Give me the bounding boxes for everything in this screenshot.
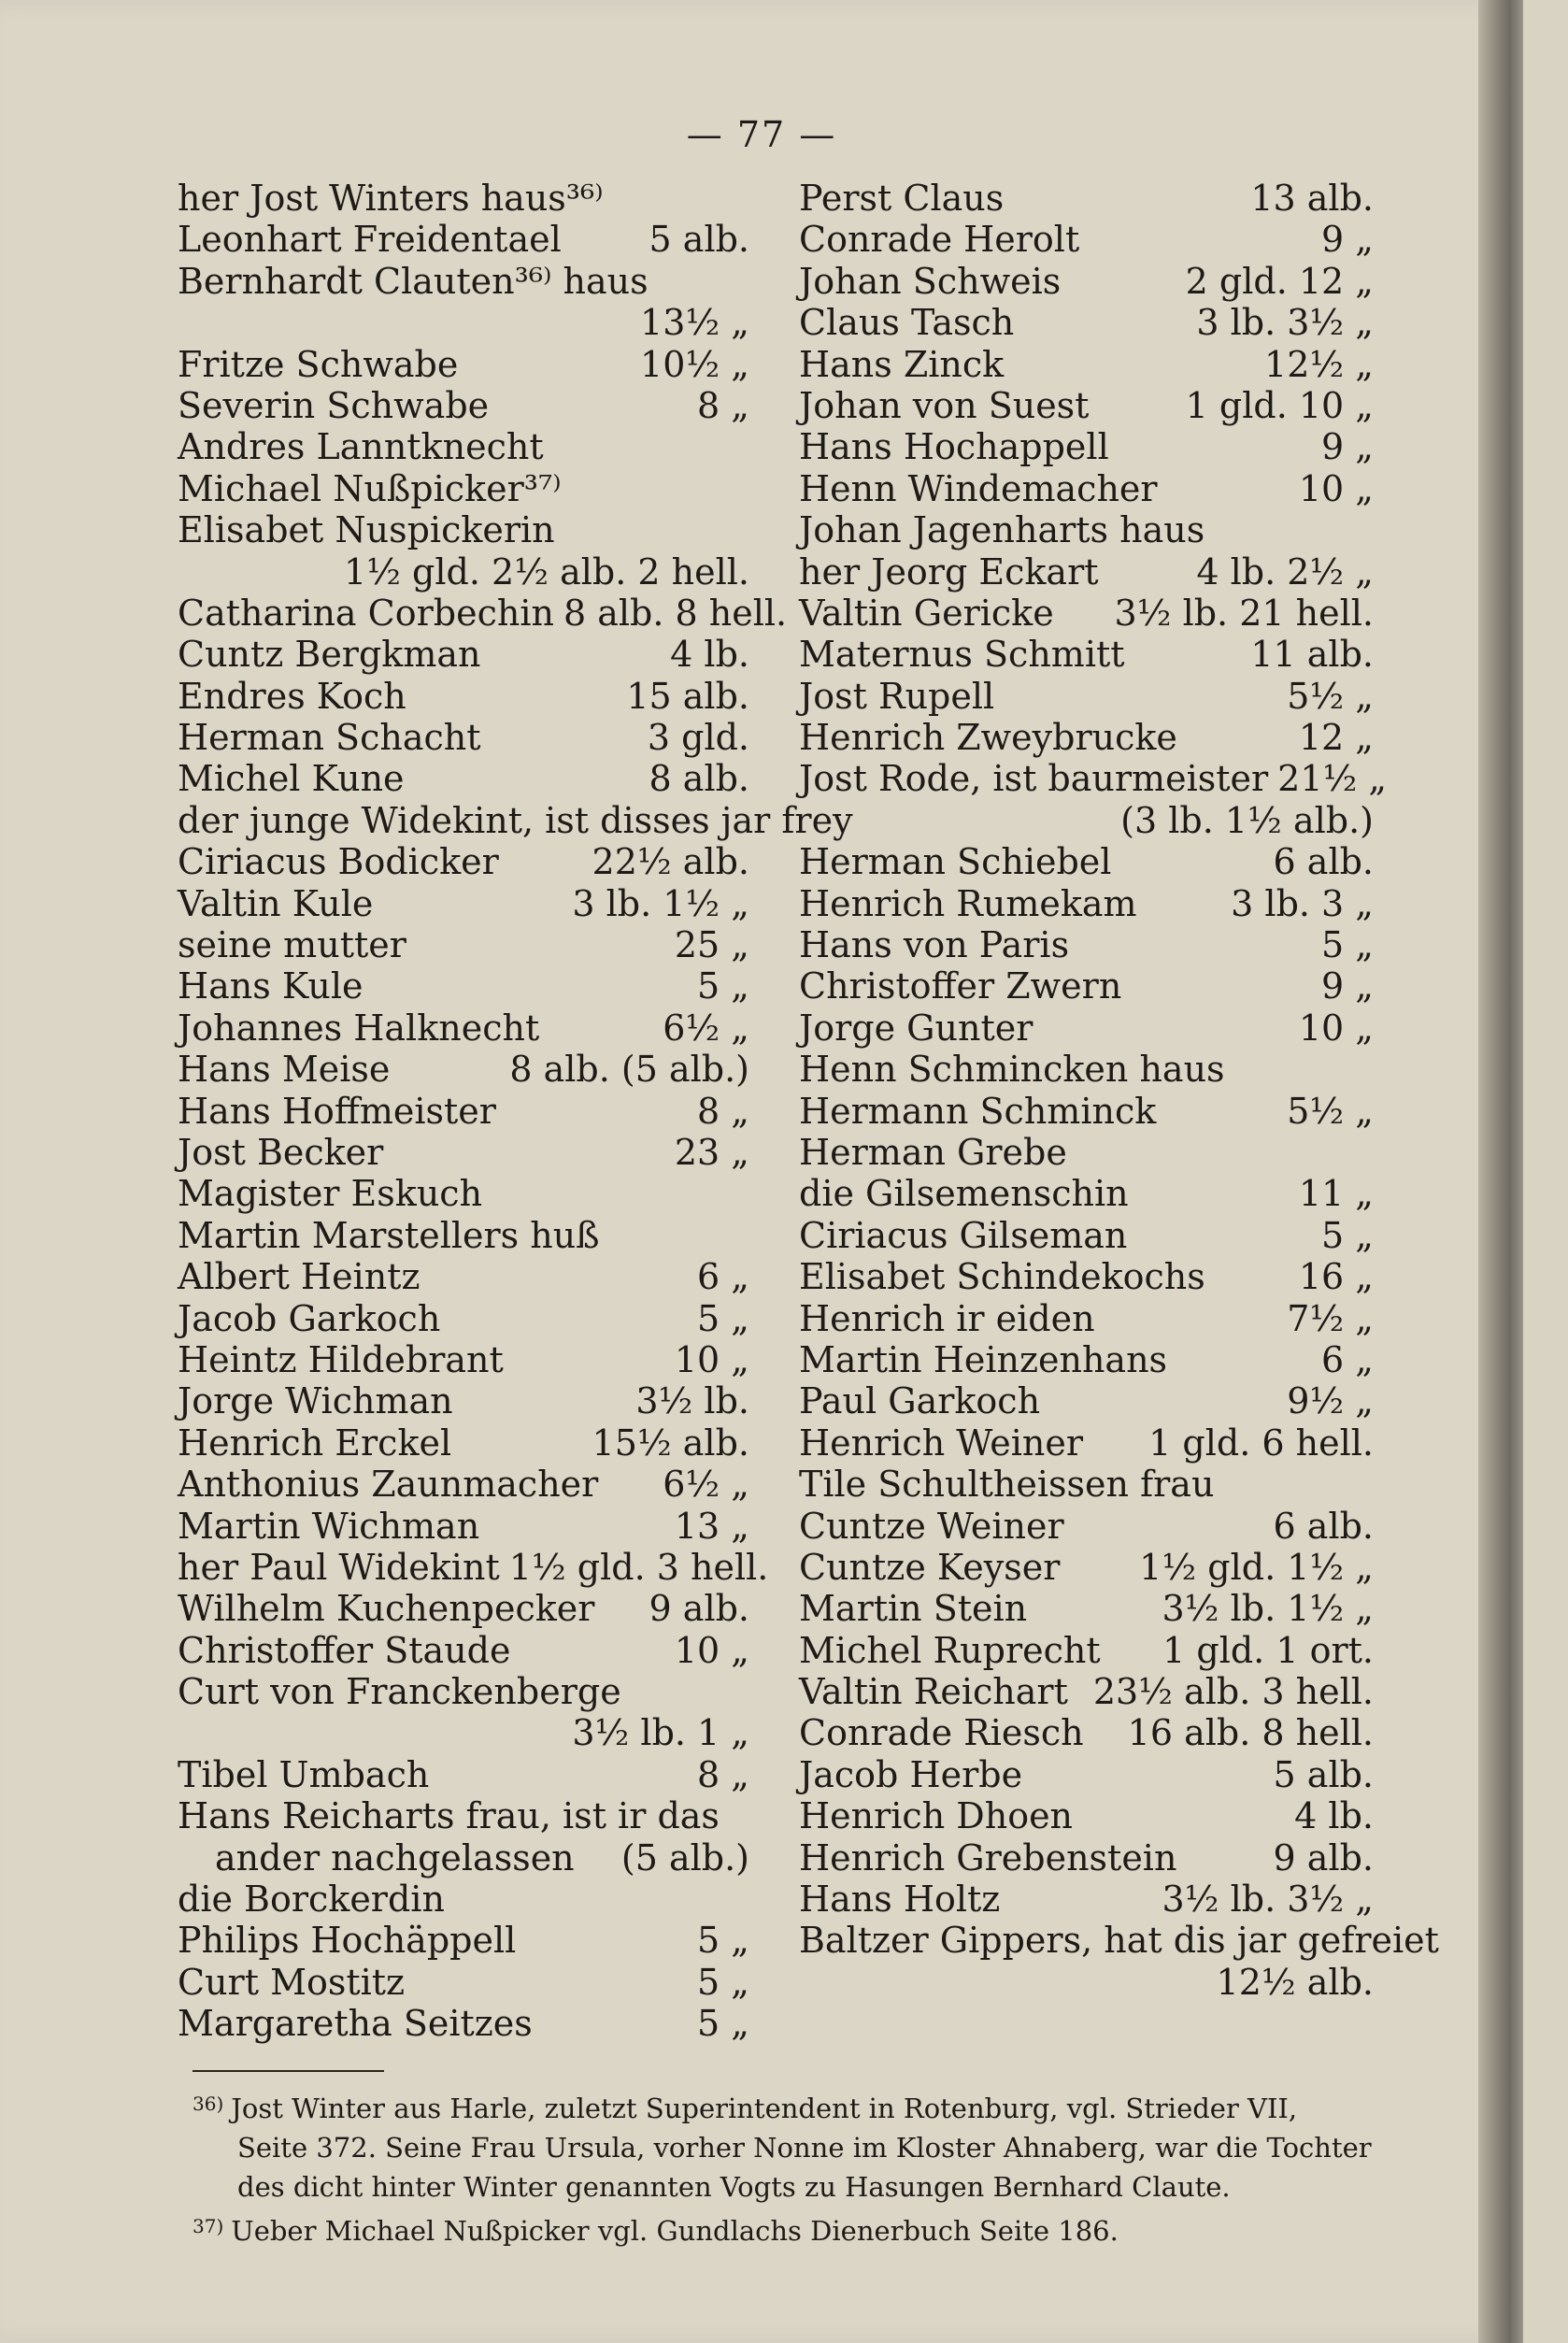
entry-name: Severin Schwabe — [178, 384, 490, 426]
entry-name: Andres Lanntknecht — [178, 426, 544, 468]
entry-name: Jorge Wichman — [178, 1380, 453, 1422]
entry-name: Hermann Schminck — [799, 1090, 1157, 1132]
entry-name: ander nachgelassen — [215, 1836, 575, 1879]
register-entry — [799, 1671, 1374, 1712]
register-entry — [178, 1380, 749, 1422]
entry-name: Conrade Riesch — [799, 1712, 1084, 1754]
register-entry — [799, 1091, 1374, 1132]
register-entry — [178, 551, 749, 593]
register-entry — [799, 1712, 1374, 1753]
entry-name: Ciriacus Bodicker — [178, 841, 499, 883]
entry-name: Jacob Herbe — [799, 1753, 1023, 1795]
register-entry — [178, 1091, 749, 1132]
entry-amount: 9 „ — [1321, 965, 1374, 1007]
entry-amount: 5½ „ — [1287, 675, 1374, 717]
register-entry — [799, 924, 1374, 965]
register-entry — [178, 1422, 749, 1464]
register-entry — [178, 1546, 769, 1588]
register-entry — [799, 758, 1388, 800]
entry-name: Magister Eskuch — [178, 1173, 483, 1215]
register-entry — [799, 676, 1374, 717]
entry-amount: 3½ lb. 1 „ — [572, 1712, 749, 1754]
entry-name: Henrich Erckel — [178, 1422, 452, 1464]
entry-amount: 10 „ — [674, 1338, 749, 1380]
register-entry — [799, 1339, 1374, 1380]
register-entry — [799, 1754, 1374, 1795]
entry-name: Cuntze Keyser — [799, 1546, 1061, 1588]
entry-amount: 12½ alb. — [1216, 1961, 1374, 2003]
register-entry — [178, 676, 749, 717]
left-column — [178, 178, 853, 2045]
entry-amount: 3½ lb. 3½ „ — [1162, 1879, 1374, 1921]
entry-name: Henrich Dhoen — [799, 1795, 1074, 1837]
register-entry — [178, 1298, 749, 1339]
register-entry — [799, 509, 1374, 550]
register-entry — [178, 261, 749, 302]
register-entry — [178, 344, 749, 385]
entry-amount: 11 alb. — [1250, 634, 1374, 676]
register-entry — [178, 1754, 749, 1795]
entry-amount: 15½ alb. — [592, 1422, 749, 1464]
register-entry — [799, 593, 1374, 634]
entry-name: Johannes Halknecht — [178, 1007, 540, 1049]
entry-amount: 9 „ — [1321, 426, 1374, 468]
entry-amount: 6 „ — [1321, 1338, 1374, 1380]
entry-name: Cuntze Weiner — [799, 1505, 1064, 1547]
entry-amount: 10 „ — [674, 1629, 749, 1671]
entry-amount: 1½ gld. 1½ „ — [1139, 1546, 1374, 1588]
entry-amount: 8 „ — [697, 1090, 749, 1132]
entry-amount: 4 lb. 2½ „ — [1196, 550, 1374, 593]
page-number: — 77 — — [686, 114, 837, 155]
entry-name: Elisabet Nuspickerin — [178, 509, 555, 551]
entry-amount: 10 „ — [1298, 1007, 1374, 1049]
entry-amount: 5 „ — [1321, 924, 1374, 966]
register-entry — [178, 178, 749, 219]
entry-amount: 25 „ — [674, 924, 749, 966]
right-column — [799, 178, 1439, 2003]
entry-name: Jorge Gunter — [799, 1007, 1033, 1049]
entry-name: Hans Hoffmeister — [178, 1090, 496, 1132]
entry-name: Henrich Zweybrucke — [799, 717, 1177, 759]
entry-name: Ciriacus Gilseman — [799, 1214, 1128, 1256]
entry-name: Curt Mostitz — [178, 1961, 406, 2003]
register-entry — [178, 1256, 749, 1297]
entry-amount: 3 lb. 3 „ — [1231, 882, 1374, 924]
entry-amount: 9 alb. — [1273, 1836, 1374, 1879]
entry-name: Elisabet Schindekochs — [799, 1256, 1205, 1298]
entry-amount: 12½ „ — [1264, 343, 1374, 385]
entry-name: Leonhart Freidentael — [178, 219, 562, 261]
register-entry — [178, 385, 749, 426]
register-entry — [178, 1630, 749, 1671]
book-page-edge — [1478, 0, 1523, 2343]
register-entry — [178, 965, 749, 1007]
entry-name: Herman Grebe — [799, 1131, 1067, 1173]
entry-name: Hans Meise — [178, 1049, 391, 1091]
entry-name: Anthonius Zaunmacher — [178, 1464, 599, 1506]
register-entry — [178, 1795, 749, 1836]
register-entry — [799, 1173, 1374, 1214]
entry-name: Baltzer Gippers, hat dis jar gefreiet — [799, 1920, 1439, 1962]
entry-amount: 6½ „ — [663, 1464, 749, 1506]
register-entry — [178, 634, 749, 675]
register-entry — [799, 1920, 1439, 1962]
register-entry — [799, 1007, 1374, 1049]
register-entry — [799, 1464, 1374, 1505]
entry-amount: 6 alb. — [1273, 1505, 1374, 1547]
entry-amount: 7½ „ — [1287, 1297, 1374, 1339]
entry-name: Claus Tasch — [799, 302, 1015, 344]
entry-amount: 8 alb. 8 hell. — [563, 592, 788, 634]
entry-amount: 23 „ — [674, 1131, 749, 1173]
register-entry — [178, 1712, 749, 1753]
entry-name: Bernhardt Clauten³⁶⁾ haus — [178, 260, 649, 302]
register-entry — [178, 758, 749, 799]
register-entry — [178, 509, 749, 550]
entry-amount: 10½ „ — [640, 343, 749, 385]
entry-name: Hans Kule — [178, 965, 363, 1007]
register-entry — [799, 385, 1374, 426]
register-entry — [178, 1007, 749, 1049]
entry-name: Conrade Herolt — [799, 219, 1080, 261]
footnote-mark: 37) — [192, 2215, 224, 2237]
register-entry — [799, 1879, 1374, 1920]
register-entry — [178, 1506, 749, 1547]
entry-name: der junge Widekint, ist disses jar frey — [178, 799, 853, 841]
register-entry — [178, 2003, 749, 2044]
entry-amount: 8 „ — [697, 1753, 749, 1795]
register-entry — [799, 302, 1374, 343]
entry-amount: 6 „ — [697, 1256, 749, 1298]
register-entry — [178, 799, 853, 841]
entry-amount: 8 alb. (5 alb.) — [509, 1049, 749, 1091]
entry-name: Valtin Reichart — [799, 1671, 1068, 1713]
entry-amount: 9½ „ — [1287, 1380, 1374, 1422]
register-entry — [178, 592, 788, 634]
register-entry — [799, 1962, 1374, 2003]
register-entry — [799, 1630, 1374, 1671]
entry-name: her Jeorg Eckart — [799, 550, 1099, 593]
entry-amount: 5 „ — [697, 1297, 749, 1339]
register-entry — [178, 302, 749, 343]
register-entry — [799, 1132, 1374, 1173]
register-entry — [799, 1837, 1374, 1879]
register-entry — [178, 219, 749, 260]
entry-name: Hans von Paris — [799, 924, 1070, 966]
entry-name: Johan Schweis — [799, 260, 1062, 302]
entry-amount: 11 „ — [1298, 1173, 1374, 1215]
entry-amount: 16 „ — [1298, 1256, 1374, 1298]
entry-amount: 9 „ — [1321, 219, 1374, 261]
entry-name: Henrich Grebenstein — [799, 1836, 1177, 1879]
register-entry — [799, 344, 1374, 385]
entry-name: Jost Becker — [178, 1131, 384, 1173]
entry-amount: 8 alb. — [649, 758, 749, 800]
entry-amount: 6½ „ — [663, 1007, 749, 1049]
entry-name: Martin Stein — [799, 1588, 1028, 1630]
entry-amount: 5½ „ — [1287, 1090, 1374, 1132]
entry-name: Endres Koch — [178, 675, 406, 717]
register-entry — [799, 178, 1374, 219]
register-entry — [178, 1588, 749, 1629]
entry-amount: 13 „ — [674, 1505, 749, 1547]
entry-amount: 6 alb. — [1273, 841, 1374, 883]
register-entry — [178, 1671, 749, 1712]
entry-amount: 5 „ — [697, 1920, 749, 1962]
entry-amount: (5 alb.) — [620, 1836, 749, 1879]
register-entry — [178, 1049, 749, 1090]
entry-amount: 5 „ — [697, 965, 749, 1007]
entry-name: seine mutter — [178, 924, 406, 966]
entry-name: Fritze Schwabe — [178, 343, 459, 385]
entry-amount: 5 „ — [1321, 1214, 1374, 1256]
entry-name: Hans Zinck — [799, 343, 1005, 385]
entry-name: Michel Kune — [178, 758, 405, 800]
register-entry — [178, 924, 749, 965]
register-entry — [178, 883, 749, 924]
entry-name: her Paul Widekint — [178, 1546, 500, 1588]
footnote-36 — [192, 2084, 1379, 2207]
entry-amount: 16 alb. 8 hell. — [1127, 1712, 1374, 1754]
register-entry — [799, 717, 1374, 758]
entry-name: Heintz Hildebrant — [178, 1338, 504, 1380]
entry-name: Curt von Franckenberge — [178, 1671, 621, 1713]
register-entry — [178, 468, 749, 509]
register-entry — [799, 219, 1374, 260]
register-entry — [799, 883, 1374, 924]
entry-amount: (3 lb. 1½ alb.) — [1120, 799, 1374, 841]
register-entry — [799, 800, 1374, 841]
entry-name: Michel Ruprecht — [799, 1629, 1101, 1671]
entry-name: Johan Jagenharts haus — [799, 509, 1205, 551]
register-entry — [799, 1256, 1374, 1297]
register-entry — [799, 1049, 1374, 1090]
entry-amount: 5 alb. — [649, 219, 749, 261]
entry-amount: 22½ alb. — [592, 841, 749, 883]
register-entry — [799, 261, 1374, 302]
entry-amount: 13 alb. — [1250, 178, 1374, 219]
entry-name: Hans Holtz — [799, 1879, 1001, 1921]
register-entry — [799, 1547, 1374, 1588]
entry-amount: 4 lb. — [670, 634, 749, 676]
register-entry — [799, 1506, 1374, 1547]
register-entry — [178, 1173, 749, 1214]
footnote-rule — [192, 2070, 384, 2072]
entry-amount: 4 lb. — [1294, 1795, 1374, 1837]
entry-name: die Borckerdin — [178, 1879, 445, 1921]
entry-amount: 3 lb. 1½ „ — [572, 882, 749, 924]
entry-name: Christoffer Zwern — [799, 965, 1122, 1007]
entry-name: Henrich Weiner — [799, 1422, 1083, 1464]
footnote-line: Seite 372. Seine Frau Ursula, vorher Nonne im Kloster Ahnaberg, war die Tochter — [237, 2132, 1372, 2164]
register-entry — [178, 426, 749, 467]
register-entry — [799, 1795, 1374, 1836]
entry-amount: 23½ alb. 3 hell. — [1092, 1671, 1374, 1713]
entry-name: Jacob Garkoch — [178, 1297, 441, 1339]
entry-name: die Gilsemenschin — [799, 1173, 1129, 1215]
entry-name: her Jost Winters haus³⁶⁾ — [178, 178, 604, 219]
entry-name: Henn Schmincken haus — [799, 1049, 1225, 1091]
entry-name: Catharina Corbechin — [178, 592, 554, 634]
entry-name: Tile Schultheissen frau — [799, 1464, 1215, 1506]
register-entry — [799, 841, 1374, 882]
entry-name: Albert Heintz — [178, 1256, 421, 1298]
footnote-line: des dicht hinter Winter genannten Vogts zu Hasungen Bernhard Claute. — [237, 2171, 1231, 2203]
register-entry — [799, 1380, 1374, 1422]
entry-name: Philips Hochäppell — [178, 1920, 517, 1962]
register-entry — [799, 468, 1374, 509]
entry-amount: 5 „ — [697, 1961, 749, 2003]
register-entry — [178, 1962, 749, 2003]
entry-name: Jost Rupell — [799, 675, 995, 717]
register-entry — [799, 551, 1374, 593]
entry-amount: 1 gld. 1 ort. — [1162, 1629, 1374, 1671]
entry-name: Paul Garkoch — [799, 1380, 1041, 1422]
entry-amount: 3½ lb. — [635, 1380, 749, 1422]
footnote-line: Jost Winter aus Harle, zuletzt Superintendent in Rotenburg, vgl. Strieder VII, — [231, 2093, 1298, 2124]
entry-amount: 1½ gld. 3 hell. — [508, 1546, 769, 1588]
register-entry — [799, 1588, 1374, 1629]
entry-name: Tibel Umbach — [178, 1753, 430, 1795]
entry-name: Herman Schiebel — [799, 841, 1112, 883]
entry-name: Wilhelm Kuchenpecker — [178, 1588, 595, 1630]
footnote-37 — [192, 2207, 1379, 2250]
entry-amount: 1 gld. 10 „ — [1185, 384, 1374, 426]
entry-name: Hans Reicharts frau, ist ir das — [178, 1795, 720, 1837]
register-entry — [178, 1132, 749, 1173]
entry-name: Johan von Suest — [799, 384, 1090, 426]
entry-name: Henrich Rumekam — [799, 882, 1137, 924]
footnote-mark: 36) — [192, 2093, 224, 2115]
register-entry — [178, 1837, 749, 1879]
entry-name: Martin Heinzenhans — [799, 1338, 1168, 1380]
entry-amount: 5 „ — [697, 2003, 749, 2045]
entry-name: Martin Marstellers huß — [178, 1214, 600, 1256]
entry-amount: 13½ „ — [640, 302, 749, 344]
entry-amount: 12 „ — [1298, 717, 1374, 759]
entry-name: Michael Nußpicker³⁷⁾ — [178, 467, 562, 509]
entry-amount: 21½ „ — [1277, 758, 1388, 800]
entry-name: Henn Windemacher — [799, 467, 1158, 509]
register-entry — [178, 841, 749, 882]
register-entry — [178, 1215, 749, 1256]
footnote-line: Ueber Michael Nußpicker vgl. Gundlachs Dienerbuch Seite 186. — [231, 2215, 1119, 2247]
register-entry — [799, 634, 1374, 675]
entry-name: Margaretha Seitzes — [178, 2003, 533, 2045]
register-entry — [178, 1464, 749, 1505]
entry-name: Cuntz Bergkman — [178, 634, 481, 676]
entry-amount: 2 gld. 12 „ — [1185, 260, 1374, 302]
register-entry — [799, 965, 1374, 1007]
entry-amount: 1½ gld. 2½ alb. 2 hell. — [343, 550, 749, 593]
entry-amount: 5 alb. — [1273, 1753, 1374, 1795]
entry-amount: 10 „ — [1298, 467, 1374, 509]
entry-amount: 3½ lb. 1½ „ — [1162, 1588, 1374, 1630]
entry-name: Henrich ir eiden — [799, 1297, 1095, 1339]
entry-name: Valtin Gericke — [799, 592, 1054, 634]
entry-amount: 1 gld. 6 hell. — [1148, 1422, 1374, 1464]
entry-name: Martin Wichman — [178, 1505, 480, 1547]
entry-name: Jost Rode, ist baurmeister — [799, 758, 1269, 800]
register-entry — [799, 1298, 1374, 1339]
entry-amount: 8 „ — [697, 384, 749, 426]
register-entry — [178, 1920, 749, 1961]
entry-amount: 9 alb. — [649, 1588, 749, 1630]
entry-name: Valtin Kule — [178, 882, 374, 924]
entry-amount: 3 gld. — [647, 717, 749, 759]
register-entry — [799, 1422, 1374, 1464]
entry-name: Hans Hochappell — [799, 426, 1109, 468]
footnotes — [192, 2084, 1379, 2250]
entry-amount: 3 lb. 3½ „ — [1196, 302, 1374, 344]
entry-name: Maternus Schmitt — [799, 634, 1125, 676]
register-entry — [178, 1339, 749, 1380]
entry-name: Herman Schacht — [178, 717, 481, 759]
register-entry — [178, 717, 749, 758]
entry-name: Christoffer Staude — [178, 1629, 511, 1671]
entry-amount: 15 alb. — [626, 675, 749, 717]
register-entry — [799, 426, 1374, 467]
entry-name: Perst Claus — [799, 178, 1005, 219]
register-entry — [178, 1879, 749, 1920]
register-entry — [799, 1215, 1374, 1256]
entry-amount: 3½ lb. 21 hell. — [1114, 592, 1374, 634]
